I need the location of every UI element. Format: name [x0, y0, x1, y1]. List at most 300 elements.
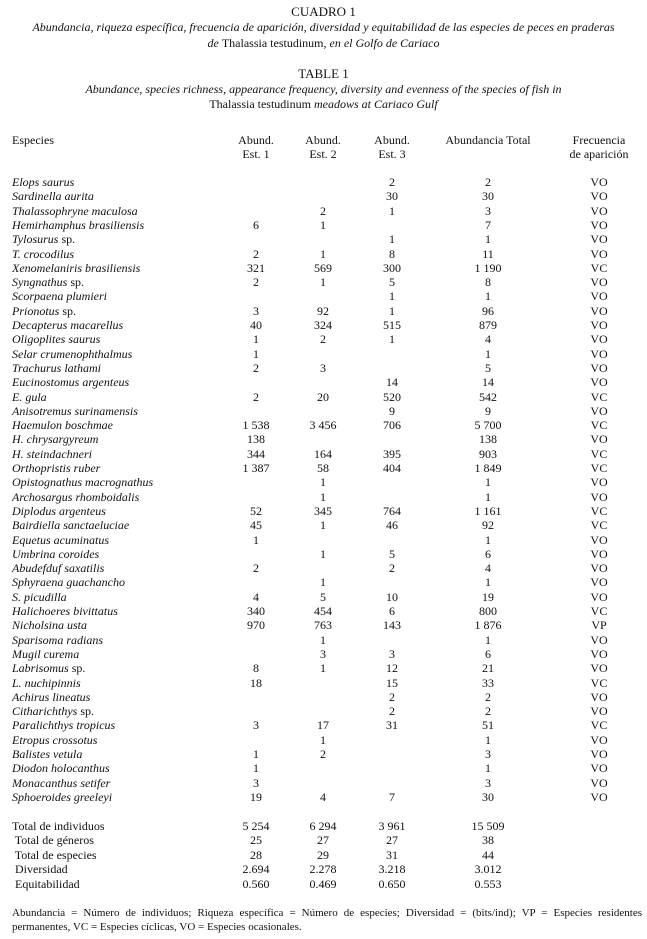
table-row	[0, 647, 647, 661]
species-binomial: Nicholsina usta	[12, 618, 88, 633]
abund-est1: 2	[253, 360, 259, 375]
table-row	[0, 747, 647, 761]
header-est2-b: Est. 2	[309, 147, 337, 161]
header-est3-b: Est. 3	[378, 147, 406, 161]
table-row	[0, 189, 647, 203]
frequency-code: VO	[590, 403, 608, 418]
abund-est1: 40	[250, 318, 262, 332]
species-binomial: Oligoplites saurus	[12, 332, 101, 347]
species-name	[12, 661, 85, 675]
table-row	[0, 418, 647, 432]
abund-est2: 1	[320, 275, 326, 290]
summary-row	[0, 833, 647, 847]
abund-est2: 17	[317, 718, 329, 733]
table-row	[0, 761, 647, 775]
species-name	[12, 604, 118, 618]
abund-total: 3	[485, 747, 491, 761]
header-est3-a: Abund.	[374, 133, 410, 147]
table-row	[0, 204, 647, 218]
species-binomial: Abudefduf saxatilis	[12, 561, 105, 576]
summary-total: 38	[482, 833, 494, 848]
summary-est3: 3 961	[378, 819, 406, 833]
subtitle-es-2b: Thalassia testudinum	[221, 36, 324, 50]
frequency-code: VO	[590, 689, 608, 704]
summary-est1: 2.694	[242, 862, 270, 877]
abund-total: 8	[485, 275, 491, 290]
summary-label: Total de géneros	[12, 833, 94, 848]
abund-est3: 12	[386, 661, 398, 676]
genus-note: sp.	[59, 303, 77, 318]
frequency-code: VC	[590, 604, 608, 618]
abund-total: 6	[485, 546, 491, 561]
frequency-code: VO	[590, 289, 608, 304]
abund-est1: 1 538	[242, 418, 270, 433]
species-binomial: Tylosurus	[12, 232, 59, 247]
abund-total: 30	[482, 789, 494, 804]
species-name	[12, 747, 82, 761]
species-name	[12, 375, 129, 389]
species-name	[12, 718, 115, 732]
footnote: Abundancia = Número de individuos; Riqueza específica = Número de especies; Diversidad = (bits/ind); VP = Especies residentes permanentes, VC = Especies cíclicas, VO = Especies ocasionales.	[12, 907, 642, 933]
species-binomial: Labrisomus	[12, 661, 69, 676]
frequency-code: VO	[590, 318, 608, 332]
summary-est1: 25	[250, 833, 262, 848]
table-row	[0, 375, 647, 389]
header-total: Abundancia Total	[445, 133, 531, 147]
frequency-code: VO	[590, 432, 608, 447]
species-name	[12, 618, 87, 632]
species-binomial: Trachurus lathami	[12, 360, 102, 375]
abund-est3: 395	[383, 446, 401, 461]
genus-note: sp.	[77, 704, 95, 719]
summary-est2: 27	[317, 833, 329, 848]
table-row	[0, 318, 647, 332]
species-binomial: Sparisoma radians	[12, 632, 104, 647]
abund-est3: 30	[386, 189, 398, 204]
summary-est1: 5 254	[242, 819, 270, 833]
species-name	[12, 533, 109, 547]
abund-total: 1	[485, 761, 491, 776]
abund-total: 1	[485, 489, 491, 504]
species-name	[12, 318, 123, 332]
frequency-code: VO	[590, 732, 608, 747]
abund-total: 51	[482, 718, 494, 733]
abund-est1: 3	[253, 775, 259, 790]
abund-est2: 1	[320, 489, 326, 504]
abund-total: 1 190	[474, 260, 502, 275]
abund-est2: 1	[320, 518, 326, 533]
table-row	[0, 490, 647, 504]
abund-total: 9	[485, 403, 491, 418]
species-name	[12, 232, 75, 246]
summary-total: 44	[482, 847, 494, 862]
abund-est2: 454	[314, 604, 332, 618]
abund-total: 1	[485, 346, 491, 361]
species-name	[12, 676, 81, 690]
abund-total: 4	[485, 561, 491, 576]
abund-est1: 2	[253, 246, 259, 261]
title-es: CUADRO 1	[291, 4, 356, 19]
abund-est1: 1 387	[242, 461, 270, 475]
species-name	[12, 490, 139, 504]
species-binomial: Opistognathus macrognathus	[12, 475, 154, 490]
abund-total: 19	[482, 589, 494, 604]
summary-row	[0, 862, 647, 876]
abund-total: 1	[485, 232, 491, 247]
species-binomial: Scorpaena plumieri	[12, 289, 107, 304]
abund-est1: 1	[253, 761, 259, 776]
abund-est2: 3 456	[309, 418, 337, 433]
species-name	[12, 647, 79, 661]
abund-est1: 1	[253, 747, 259, 761]
subtitle-es-line-2	[0, 36, 647, 51]
table-row	[0, 661, 647, 675]
table-row	[0, 275, 647, 289]
summary-label: Total de individuos	[12, 819, 105, 833]
table-row	[0, 633, 647, 647]
abund-est2: 1	[320, 732, 326, 747]
frequency-code: VO	[590, 217, 608, 232]
frequency-code: VO	[590, 475, 608, 490]
species-name	[12, 218, 144, 232]
summary-est3: 31	[386, 847, 398, 862]
table-row	[0, 590, 647, 604]
abund-total: 14	[482, 375, 494, 390]
frequency-code: VO	[590, 775, 608, 790]
species-binomial: Monacanthus setifer	[12, 775, 111, 790]
species-name	[12, 518, 129, 532]
table-row	[0, 475, 647, 489]
table-row	[0, 175, 647, 189]
summary-est2: 0.469	[309, 876, 337, 891]
abund-est2: 1	[320, 475, 326, 490]
species-binomial: Etropus crossotus	[12, 732, 98, 747]
subtitle-en-line-2	[0, 97, 647, 112]
header-freq-a: Frecuencia	[572, 133, 626, 147]
frequency-code: VO	[590, 275, 608, 290]
abund-est2: 345	[314, 503, 332, 518]
summary-total: 3.012	[474, 862, 502, 877]
frequency-code: VO	[590, 346, 608, 361]
abund-total: 138	[479, 432, 497, 447]
frequency-code: VO	[590, 632, 608, 647]
abund-total: 800	[479, 604, 497, 618]
header-frequency	[556, 133, 642, 161]
abund-est2: 569	[314, 260, 332, 275]
species-binomial: E. gula	[12, 389, 47, 404]
abund-est2: 92	[317, 303, 329, 318]
abund-est2: 3	[320, 360, 326, 375]
abund-est1: 6	[253, 217, 259, 232]
abund-est3: 5	[389, 275, 395, 290]
species-binomial: Paralichthys tropicus	[12, 718, 116, 733]
abund-total: 2	[485, 689, 491, 704]
abund-est2: 58	[317, 461, 329, 475]
abund-est3: 764	[383, 503, 401, 518]
abund-total: 1	[485, 632, 491, 647]
species-name	[12, 633, 103, 647]
summary-est2: 29	[317, 847, 329, 862]
species-name	[12, 776, 110, 790]
title-en: TABLE 1	[298, 66, 349, 81]
abund-total: 1	[485, 532, 491, 547]
abund-est1: 1	[253, 346, 259, 361]
species-binomial: S. picudilla	[12, 589, 67, 604]
subtitle-es-2c: , en el Golfo de Cariaco	[323, 36, 440, 50]
species-name	[12, 575, 125, 589]
abund-est1: 18	[250, 675, 262, 690]
abund-est3: 1	[389, 289, 395, 304]
summary-est3: 27	[386, 833, 398, 848]
abund-est3: 520	[383, 389, 401, 404]
species-binomial: Haemulon boschmae	[12, 418, 113, 433]
summary-est1: 28	[250, 847, 262, 862]
frequency-code: VC	[590, 503, 608, 518]
species-binomial: Diplodus argenteus	[12, 503, 106, 518]
table-row	[0, 776, 647, 790]
frequency-code: VO	[590, 232, 608, 247]
frequency-code: VC	[590, 718, 608, 733]
species-name	[12, 247, 74, 261]
summary-label: Total de especies	[12, 847, 97, 862]
species-binomial: Elops saurus	[12, 175, 75, 189]
frequency-code: VO	[590, 789, 608, 804]
species-name	[12, 761, 110, 775]
table-row	[0, 461, 647, 475]
abund-total: 11	[482, 246, 494, 261]
species-binomial: H. chrysargyreum	[12, 432, 99, 447]
species-binomial: Orthopristis ruber	[12, 461, 101, 475]
summary-est3: 0.650	[378, 876, 406, 891]
frequency-code: VO	[590, 646, 608, 661]
abund-est2: 4	[320, 789, 326, 804]
abund-est2: 1	[320, 217, 326, 232]
species-name	[12, 590, 67, 604]
species-binomial: Xenomelaniris brasiliensis	[12, 260, 141, 275]
species-binomial: Balistes vetula	[12, 747, 83, 761]
frequency-code: VC	[590, 260, 608, 275]
species-name	[12, 547, 99, 561]
summary-row	[0, 848, 647, 862]
abund-est3: 2	[389, 689, 395, 704]
abund-est1: 3	[253, 303, 259, 318]
species-binomial: T. crocodilus	[12, 246, 74, 261]
species-name	[12, 347, 132, 361]
abund-est1: 52	[250, 503, 262, 518]
genus-note: sp.	[58, 232, 76, 247]
summary-row	[0, 877, 647, 891]
header-est2	[293, 133, 353, 161]
abund-est1: 1	[253, 332, 259, 347]
frequency-code: VC	[590, 675, 608, 690]
abund-est2: 1	[320, 632, 326, 647]
abund-est2: 3	[320, 646, 326, 661]
abund-est1: 138	[247, 432, 265, 447]
abund-est3: 404	[383, 461, 401, 475]
table-row	[0, 218, 647, 232]
table-row	[0, 361, 647, 375]
abund-est2: 1	[320, 575, 326, 590]
summary-label: Diversidad	[12, 862, 68, 877]
abund-total: 1 161	[474, 503, 502, 518]
abund-est3: 10	[386, 589, 398, 604]
table-row	[0, 432, 647, 446]
table-row	[0, 261, 647, 275]
subtitle-es-2a: de	[207, 36, 222, 50]
species-name	[12, 289, 107, 303]
table-row	[0, 533, 647, 547]
table-row	[0, 690, 647, 704]
species-binomial: Archosargus rhomboidalis	[12, 489, 140, 504]
abund-total: 30	[482, 189, 494, 204]
abund-total: 7	[485, 217, 491, 232]
table-row	[0, 704, 647, 718]
header-est1-a: Abund.	[238, 133, 274, 147]
species-name	[12, 447, 92, 461]
frequency-code: VO	[590, 489, 608, 504]
table-row	[0, 390, 647, 404]
species-name	[12, 504, 106, 518]
species-name	[12, 189, 94, 203]
species-binomial: Mugil curema	[12, 646, 80, 661]
table-row	[0, 289, 647, 303]
frequency-code: VO	[590, 589, 608, 604]
abund-est1: 4	[253, 589, 259, 604]
abund-est2: 324	[314, 318, 332, 332]
abund-total: 879	[479, 318, 497, 332]
frequency-code: VO	[590, 704, 608, 719]
frequency-code: VO	[590, 761, 608, 776]
species-name	[12, 432, 98, 446]
abund-total: 1	[485, 732, 491, 747]
abund-est2: 20	[317, 389, 329, 404]
abund-est2: 1	[320, 246, 326, 261]
species-name	[12, 304, 76, 318]
abund-total: 33	[482, 675, 494, 690]
species-binomial: Decapterus macarellus	[12, 318, 124, 332]
species-binomial: Diodon holocanthus	[12, 761, 110, 776]
abund-est1: 2	[253, 561, 259, 576]
abund-est3: 46	[386, 518, 398, 533]
table-row	[0, 618, 647, 632]
abund-est3: 143	[383, 618, 401, 633]
abund-est2: 5	[320, 589, 326, 604]
abund-total: 1	[485, 575, 491, 590]
abund-est3: 1	[389, 332, 395, 347]
species-name	[12, 561, 104, 575]
frequency-code: VC	[590, 446, 608, 461]
frequency-code: VO	[590, 203, 608, 218]
species-name	[12, 332, 100, 346]
header-freq-b: de aparición	[569, 147, 629, 161]
header-est3	[362, 133, 422, 161]
species-name	[12, 704, 94, 718]
abund-est1: 45	[250, 518, 262, 533]
species-name	[12, 461, 100, 475]
abund-est1: 970	[247, 618, 265, 633]
subtitle-es-line-1: Abundancia, riqueza específica, frecuencia de aparición, diversidad y equitabilidad de las especies de peces en praderas	[32, 20, 615, 34]
species-binomial: Sphoeroides greeleyi	[12, 789, 113, 804]
table-row	[0, 404, 647, 418]
header-est2-a: Abund.	[305, 133, 341, 147]
header-est1	[226, 133, 286, 161]
abund-est3: 706	[383, 418, 401, 433]
species-binomial: Equetus acuminatus	[12, 532, 109, 547]
species-binomial: Thalassophryne maculosa	[12, 203, 138, 218]
abund-est3: 1	[389, 303, 395, 318]
abund-est1: 19	[250, 789, 262, 804]
abund-total: 5	[485, 360, 491, 375]
abund-total: 5 700	[474, 418, 502, 433]
abund-est3: 2	[389, 704, 395, 719]
frequency-code: VO	[590, 532, 608, 547]
species-binomial: Sphyraena guachancho	[12, 575, 125, 590]
table-row	[0, 518, 647, 532]
summary-est2: 2.278	[309, 862, 337, 877]
abund-total: 4	[485, 332, 491, 347]
abund-total: 3	[485, 775, 491, 790]
table-row	[0, 604, 647, 618]
table-row	[0, 504, 647, 518]
abund-total: 1 876	[474, 618, 502, 633]
abund-total: 1 849	[474, 461, 502, 475]
frequency-code: VO	[590, 175, 608, 189]
frequency-code: VO	[590, 561, 608, 576]
frequency-code: VO	[590, 375, 608, 390]
summary-est1: 0.560	[242, 876, 270, 891]
summary-total: 0.553	[474, 876, 502, 891]
frequency-code: VO	[590, 189, 608, 204]
abund-total: 2	[485, 704, 491, 719]
abund-total: 1	[485, 475, 491, 490]
species-name	[12, 390, 47, 404]
abund-total: 1	[485, 289, 491, 304]
abund-est2: 2	[320, 747, 326, 761]
abund-est1: 321	[247, 260, 265, 275]
table-row	[0, 304, 647, 318]
abund-est3: 2	[389, 561, 395, 576]
abund-total: 21	[482, 661, 494, 676]
header-est1-b: Est. 1	[242, 147, 270, 161]
species-binomial: Prionotus	[12, 303, 60, 318]
species-binomial: Selar crumenophthalmus	[12, 346, 133, 361]
genus-note: sp.	[67, 275, 85, 290]
abund-est3: 8	[389, 246, 395, 261]
table-row	[0, 575, 647, 589]
species-name	[12, 790, 112, 804]
abund-est2: 1	[320, 661, 326, 676]
frequency-code: VO	[590, 360, 608, 375]
species-name	[12, 204, 138, 218]
table-row	[0, 733, 647, 747]
abund-est1: 3	[253, 718, 259, 733]
abund-total: 6	[485, 646, 491, 661]
species-binomial: L. nuchipinnis	[12, 675, 81, 690]
species-name	[12, 275, 84, 289]
abund-total: 96	[482, 303, 494, 318]
frequency-code: VC	[590, 389, 608, 404]
abund-est3: 9	[389, 403, 395, 418]
summary-est3: 3.218	[378, 862, 406, 877]
abund-est3: 5	[389, 546, 395, 561]
abund-est3: 515	[383, 318, 401, 332]
table-row	[0, 547, 647, 561]
frequency-code: VP	[591, 618, 607, 633]
abund-est1: 1	[253, 532, 259, 547]
genus-note: sp.	[68, 661, 86, 676]
subtitle-en-line-1: Abundance, species richness, appearance frequency, diversity and evenness of the species of fish in	[85, 82, 562, 96]
species-binomial: Anisotremus surinamensis	[12, 403, 138, 418]
